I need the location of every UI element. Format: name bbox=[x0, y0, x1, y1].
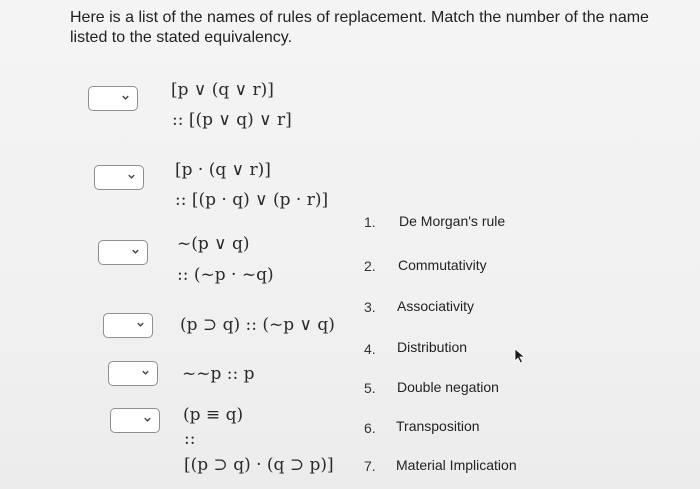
chevron-down-icon bbox=[136, 320, 145, 329]
rule-number-7: 7. bbox=[364, 458, 376, 474]
rule-number-2: 2. bbox=[364, 258, 376, 274]
rule-name-4: Distribution bbox=[397, 339, 468, 355]
equivalency-6-line-3: [(p ⊃ q) · (q ⊃ p)] bbox=[184, 455, 334, 475]
rule-number-1: 1. bbox=[364, 214, 376, 230]
answer-select-2[interactable] bbox=[94, 165, 144, 190]
answer-select-1[interactable] bbox=[88, 86, 138, 111]
equivalency-6-line-1: (p ≡ q) bbox=[183, 405, 244, 425]
equivalency-2-line-1: [p · (q ∨ r)] bbox=[175, 160, 271, 180]
rule-name-6: Transposition bbox=[396, 418, 480, 434]
equivalency-4: (p ⊃ q) :: (~p ∨ q) bbox=[180, 315, 335, 335]
rule-name-2: Commutativity bbox=[398, 257, 487, 273]
question-instructions: Here is a list of the names of rules of replacement. Match the number of the name listed to the stated equivalency. bbox=[70, 9, 649, 46]
equivalency-5: ~~p :: p bbox=[182, 364, 255, 384]
answer-select-4[interactable] bbox=[103, 313, 153, 338]
chevron-down-icon bbox=[143, 415, 152, 424]
chevron-down-icon bbox=[127, 172, 136, 181]
chevron-down-icon bbox=[141, 368, 150, 377]
chevron-down-icon bbox=[131, 247, 140, 256]
equivalency-2-line-2: :: [(p · q) ∨ (p · r)] bbox=[175, 190, 329, 210]
answer-select-5[interactable] bbox=[108, 361, 158, 386]
equivalency-3-line-1: ~(p ∨ q) bbox=[177, 234, 250, 254]
rule-number-3: 3. bbox=[364, 299, 376, 315]
rule-number-6: 6. bbox=[364, 420, 376, 436]
rule-number-5: 5. bbox=[364, 380, 376, 396]
answer-select-6[interactable] bbox=[110, 408, 160, 433]
equivalency-6-line-2: :: bbox=[184, 429, 196, 449]
rule-name-7: Material Implication bbox=[396, 457, 517, 473]
equivalency-1-line-1: [p ∨ (q ∨ r)] bbox=[171, 80, 274, 100]
answer-select-3[interactable] bbox=[98, 240, 148, 265]
equivalency-1-line-2: :: [(p ∨ q) ∨ r] bbox=[172, 110, 292, 130]
equivalency-3-line-2: :: (~p · ~q) bbox=[177, 265, 274, 285]
rule-name-5: Double negation bbox=[397, 379, 499, 395]
rule-name-1: De Morgan's rule bbox=[399, 213, 506, 229]
rule-number-4: 4. bbox=[364, 341, 376, 357]
mouse-cursor-icon bbox=[513, 348, 527, 364]
chevron-down-icon bbox=[121, 93, 130, 102]
rule-name-3: Associativity bbox=[397, 298, 475, 314]
